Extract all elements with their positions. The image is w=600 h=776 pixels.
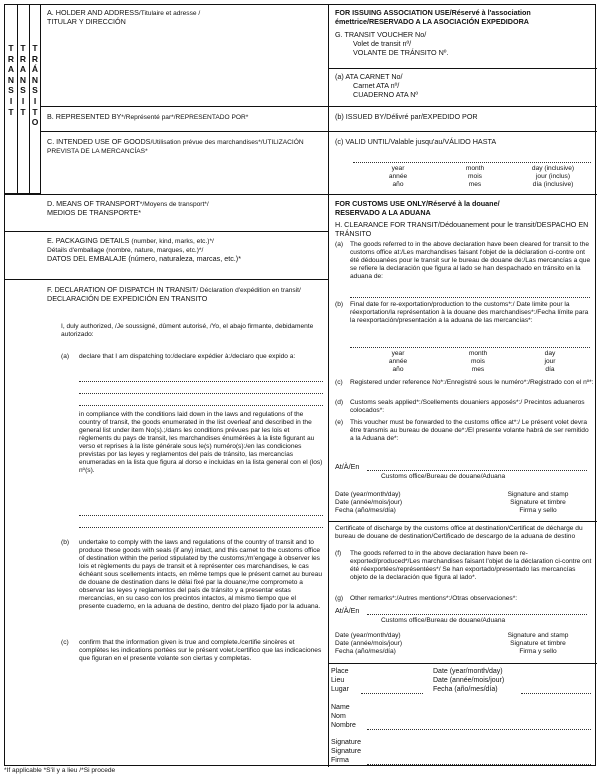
customs-at-field[interactable] [367,462,587,471]
discharge-item-f: The goods referred to in the above declaration have been re-exported/produced*/Les marchandises faisant l'objet de la déclaration ci-contre ont été réexportées/représentées*/ Se han exportado/presentado las mercancías objeto de la declaración que figura al lado*. [350,550,592,582]
box-f-item-c: confirm that the information given is true and complete./certifie sincères et complètes les indications portées sur le présent volet./certifico que las indicaciones que figuran en el presente volante son ciertas y completas. [79,639,322,663]
discharge-at-label: At/À/En [335,606,360,615]
name-field[interactable] [367,721,591,730]
transit-voucher-no: G. TRANSIT VOUCHER No/ Volet de transit nº/ VOLANTE DE TRÁNSITO Nº. [335,30,449,57]
box-f-declaration: F. DECLARATION OF DISPATCH IN TRANSIT/ Déclaration d'expédition en transit/ DECLARACIÓN DE EXPEDICIÓN EN TRANSITO [47,285,301,304]
customs-item-a-mark: (a) [335,241,344,248]
customs-item-a: The goods referred to in the above declaration have been cleared for transit to the customs office at:/Les marchandises faisant l'objet de la déclaration ci-contre ont été dédouanées pour le transit sur le bureau de douane de:/Las mercancías a que se refiere la declaración que figura al lado se han despachado en tránsito en la aduana de: [350,241,591,281]
customs-item-b-mark: (b) [335,301,344,308]
name-labels: Name Nom Nombre [331,704,356,729]
vertical-transito-label: T R Á N S I T O [31,43,39,128]
box-f-intro: I, duly authorized, /Je soussigné, dûment autorisé, /Yo, el abajo firmante, debidamente autorizado: [61,323,314,339]
box-f-item-c-mark: (c) [61,639,69,646]
customs-item-c: Registered under reference No*:/Enregistré sous le numéro*:/Registrado con el nº*: [350,379,594,386]
form-frame [4,4,596,766]
box-d-transport: D. MEANS OF TRANSPORT*/Moyens de transport*/ MEDIOS DE TRANSPORTE* [47,199,209,218]
box-f-item-b: undertake to comply with the laws and regulations of the country of transit and to produce these goods with seals (if any) intact, and this carnet to the customs office of destination within the period stipulated by the customs;/m'engage à observer les lois et règlements du pays de transit et à représenter ces marchandises, le cas échéant sous scellements intacts, en même temps que le présent carnet au bureau de douane de destination dans le délai fixé par la douane;/me comprometo a observar las leyes y reglamentos del país de tránsito y a presentar estas mercancías, en su caso con los precintos intactos, al mismo tiempo que el presente cuaderno, en la aduana de destino, dentro del plazo fijado por la aduana. [79,539,323,611]
box-a-holder: A. HOLDER AND ADDRESS/Titulaire et adresse / TITULAR Y DIRECCIÓN [47,8,201,27]
box-c-intended-use: C. INTENDED USE OF GOODS/Utilisation prévue des marchandises*/UTILIZACIÓN PREVISTA DE LA MERCANCÍAS* [47,137,304,156]
vertical-transit-label-2: T R A N S I T [19,43,27,117]
discharge-item-g: Other remarks*:/Autres mentions*:/Otras observaciones*: [350,595,518,602]
issued-by: (b) ISSUED BY/Délivré par/EXPEDIDO POR [335,112,478,121]
customs-use-title: FOR CUSTOMS USE ONLY/Réservé à la douane/ RESERVADO A LA ADUANA [335,199,500,217]
discharge-item-f-mark: (f) [335,550,342,557]
ata-carnet-no: (a) ATA CARNET No/ Carnet ATA nº/ CUADERNO ATA Nº [335,72,419,99]
customs-item-e: This voucher must be forwarded to the customs office at*:/ Le présent volet devra être transmis au bureau de douane de*:/El presente volante habrá de ser remitido a la Aduana de*: [350,419,589,443]
valid-until: (c) VALID UNTIL/Valable jusqu'au/VÁLIDO HASTA [335,137,497,146]
destination-field-2[interactable] [79,385,323,394]
signature-field[interactable] [367,756,591,765]
signature-labels: Signature Signature Firma [331,739,361,764]
discharge-item-g-mark: (g) [335,595,344,602]
place-labels: Place Lieu Lugar [331,668,349,693]
customs-office-caption: Customs office/Bureau de douane/Aduana [381,473,506,480]
box-f-item-b-mark: (b) [61,539,70,546]
valid-until-month: month mois mes [465,165,485,189]
bottom-date-labels: Date (year/month/day) Date (année/mois/jour) Fecha (año/mes/día) [433,668,505,693]
list-items-field[interactable] [79,507,323,516]
final-date-month: month mois mes [468,350,488,374]
box-f-item-a-mark: (a) [61,353,70,360]
box-a-spanish: TITULAR Y DIRECCIÓN [47,17,126,27]
discharge-signature-caption: Signature and stamp Signature et timbre Firma y sello [507,632,569,656]
valid-until-day: day (inclusive) jour (inclus) día (inclusive) [531,165,575,189]
issuing-association-title: FOR ISSUING ASSOCIATION USE/Réservé à l'association émettrice/RESERVADO A LA ASOCIACIÓN EXPEDIDORA [335,8,531,26]
customs-item-e-mark: (e) [335,419,344,426]
customs-date-caption: Date (year/month/day) Date (année/mois/jour) Fecha (año/mes/día) [335,491,403,515]
discharge-date-caption: Date (year/month/day) Date (année/mois/jour) Fecha (año/mes/día) [335,632,403,656]
box-f-item-a: declare that I am dispatching to:/declare expédier à:/declaro que expido a: [79,353,296,360]
customs-item-b: Final date for re-exportation/production to the customs*:/ Date limite pour la réexportation/la représentation à la douane des marchandises*:/Fecha límite para la reexportación/presentación a la aduana de las mercancías*: [350,301,589,325]
customs-at-label: At/À/En [335,462,360,471]
discharge-at-field[interactable] [367,606,587,615]
customs-office-field[interactable] [350,289,590,298]
valid-until-field[interactable] [353,154,591,163]
box-e-packaging: E. PACKAGING DETAILS (number, kind, marks, etc.)*/ Détails d'emballage (nombre, nature, marques, etc.)*/ DATOS DEL EMBALAJE (número, naturaleza, marcas, etc.)* [47,236,241,264]
list-items-field-2[interactable] [79,519,323,528]
bottom-date-field[interactable] [521,685,591,694]
left-column-bottom-fill [5,279,15,767]
customs-signature-caption: Signature and stamp Signature et timbre Firma y sello [507,491,569,515]
box-b-represented: B. REPRESENTED BY*/Représenté par*/REPRESENTADO POR* [47,112,249,121]
valid-until-year: year année año [388,165,408,189]
customs-item-c-mark: (c) [335,379,343,386]
footnote: *If applicable *S'il y a lieu /*Si procede [4,767,116,774]
customs-item-d: Customs seals applied*:/Scellements douaniers apposés*:/ Precintos aduaneros colocados*: [350,399,585,415]
final-date-year: year année año [388,350,408,374]
final-date-field[interactable] [350,339,590,348]
box-a-label: A. HOLDER AND ADDRESS [47,8,139,17]
destination-field[interactable] [79,373,323,382]
discharge-title: Certificate of discharge by the customs office at destination/Certificat de décharge du bureau de douane de destination/Certificado de descargo de la aduana de destino [335,525,583,541]
vertical-transit-label-1: T R A N S I T [7,43,15,117]
place-field[interactable] [361,685,423,694]
box-f-item-a-cont: in compliance with the conditions laid down in the laws and regulations of the country of transit, the goods enumerated in the list overleaf and described in the general list under item No(s).;/dans les conditions prévues par les lois et règlements du pays de transit, les marchandises énumérées à la liste figurant au verso et reprises à la liste générale sous le(s) numéro(s):/en las condiciones previstas por las leyes y reglamentos del país de tránsito, las mercancías enumeradas en la lista que figura al dorso e incluidas en la lista general con el (los) nº(s). [79,411,323,475]
clearance-for-transit-heading: H. CLEARANCE FOR TRANSIT/Dédouanement pour le transit/DESPACHO EN TRÁNSITO [335,220,589,238]
discharge-office-caption: Customs office/Bureau de douane/Aduana [381,617,506,624]
destination-field-3[interactable] [79,397,323,406]
customs-item-d-mark: (d) [335,399,344,406]
final-date-day: day jour día [544,350,556,374]
